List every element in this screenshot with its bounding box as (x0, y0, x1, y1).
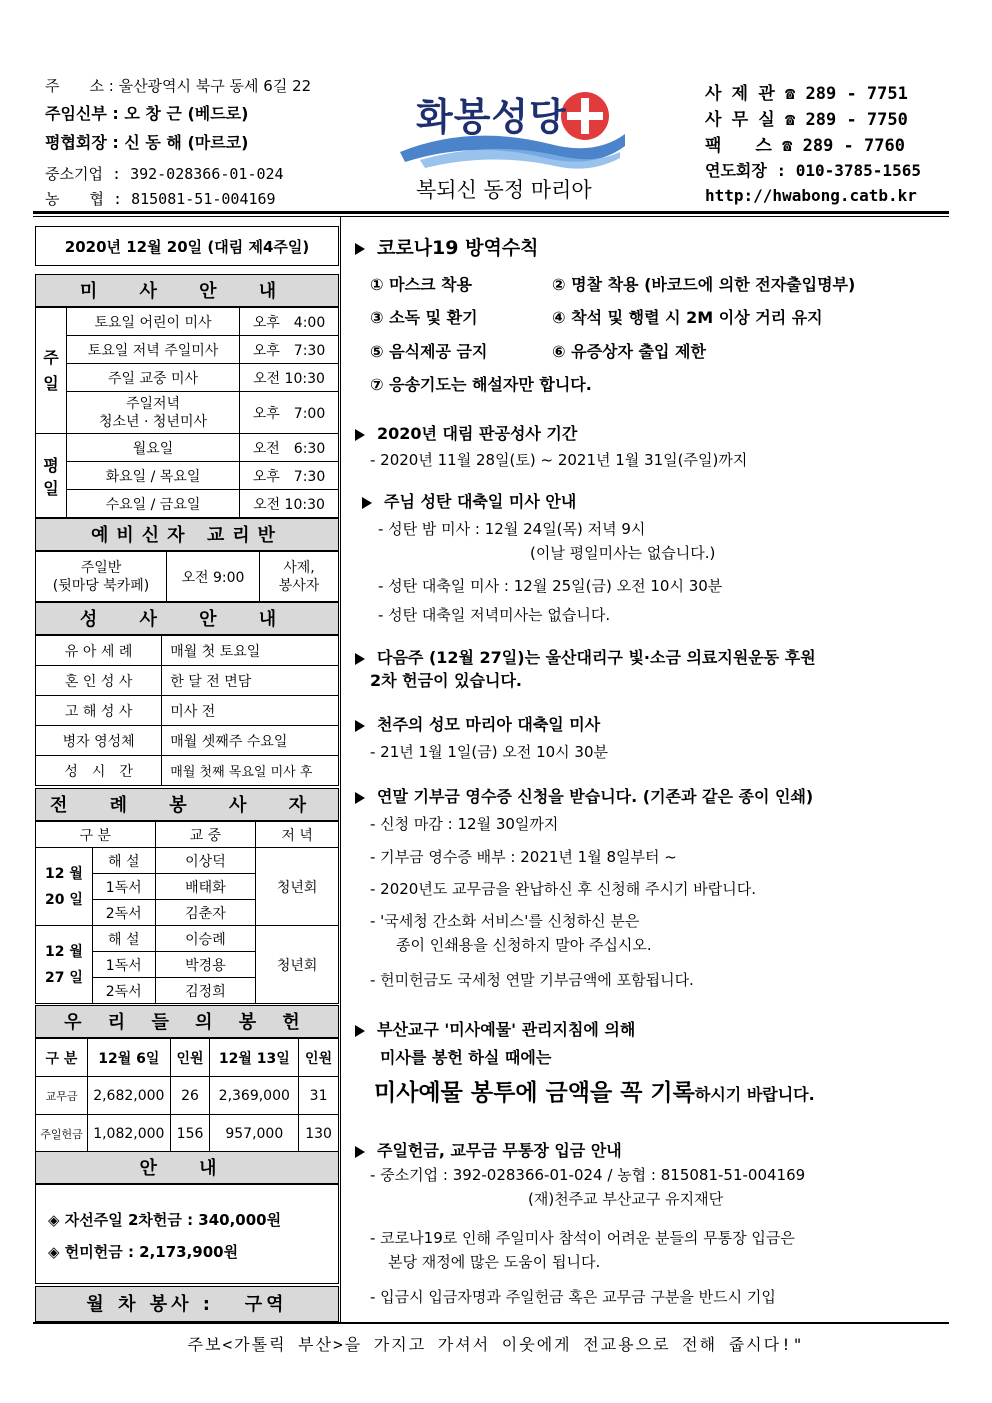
section-heading (355, 784, 813, 807)
triangle-bullet-icon (362, 497, 372, 509)
offering-amount: 2,682,000 (88, 1077, 171, 1115)
column-divider (340, 217, 341, 1322)
section-heading (362, 489, 576, 512)
section-heading (355, 1138, 622, 1161)
section-line: - 헌미헌금도 국세청 연말 기부금액에 포함됩니다. (370, 971, 694, 989)
notice-item: ◈ 자선주일 2차헌금 : 340,000원 (48, 1211, 282, 1229)
mass-time: 오후 7:00 (240, 392, 339, 434)
notice-title: 안 내 (35, 1151, 339, 1184)
monthly-value: 구역 (244, 1294, 288, 1315)
triangle-bullet-icon (355, 792, 365, 804)
section-line: - 기부금 영수증 배부 : 2021년 1월 8일부터 ~ (370, 848, 677, 866)
bank2-account: 815081-51-004169 (131, 190, 276, 208)
liturgy-evening: 청년회 (256, 848, 339, 926)
offering-header: 인원 (299, 1039, 339, 1077)
triangle-bullet-icon (355, 429, 365, 441)
section-title: 주님 성탄 대축일 미사 안내 (384, 492, 577, 511)
mass-name: 월요일 (67, 434, 240, 462)
section-line: - '국세청 간소화 서비스'를 신청하신 분은 (370, 912, 640, 930)
bulletin-date: 2020년 12월 20일 (대림 제4주일) (35, 226, 339, 266)
triangle-bullet-icon (355, 1146, 365, 1158)
liturgy-date: 12 월 27 일 (36, 926, 93, 1004)
weekday-label: 평일 (36, 434, 67, 518)
triangle-bullet-icon (355, 720, 365, 732)
pastor-row: 주임신부 : 오 창 근 (베드로) (45, 104, 249, 123)
catechumen-title: 예비신자 교리반 (35, 518, 339, 551)
section-title: 부산교구 '미사예물' 관리지침에 의해 (377, 1020, 636, 1039)
liturgy-table (35, 821, 339, 1004)
office-label: 사 무 실 (705, 110, 775, 130)
section-line: 본당 재정에 많은 도움이 됩니다. (388, 1253, 601, 1271)
sacrament-value: 매월 첫 토요일 (162, 636, 339, 666)
offering-header: 12월 13일 (210, 1039, 299, 1077)
liturgy-header: 교 중 (155, 822, 256, 848)
section-line: 종이 인쇄용을 신청하지 말아 주십시오. (396, 936, 652, 954)
section-line: - 성탄 대축일 미사 : 12월 25일(금) 오전 10시 30분 (378, 577, 723, 595)
website-link[interactable]: http://hwabong.catb.kr (705, 186, 917, 205)
section-line: - 성탄 대축일 저녁미사는 없습니다. (378, 606, 611, 624)
highlight-text: 미사예물 봉투에 금액을 꼭 기록 (374, 1079, 695, 1106)
section-line: - 신청 마감 : 12월 30일까지 (370, 815, 559, 833)
youth-phone: 010-3785-1565 (795, 161, 921, 180)
offering-count: 31 (299, 1077, 339, 1115)
liturgy-role: 2독서 (92, 978, 155, 1004)
rectory-label: 사 제 관 (705, 84, 775, 104)
triangle-bullet-icon (355, 1025, 365, 1037)
section-heading (355, 712, 600, 735)
sacrament-name: 유 아 세 례 (36, 636, 162, 666)
offering-title: 우 리 들 의 봉 헌 (35, 1005, 339, 1038)
section-title: 다음주 (12월 27일)는 울산대리구 빛·소금 의료지원운동 후원 (377, 648, 816, 667)
highlight-tail: 하시기 바랍니다. (694, 1085, 815, 1104)
offering-count: 130 (299, 1115, 339, 1153)
offering-amount: 1,082,000 (88, 1115, 171, 1153)
church-name: 화봉성당 (416, 95, 567, 139)
phone-icon: ☎ (785, 110, 796, 130)
covid-rule: ⑦ 응송기도는 해설자만 합니다. (370, 375, 592, 394)
youth-label: 연도회장 (705, 161, 767, 180)
offering-type: 주일헌금 (36, 1115, 88, 1153)
office-phone: 289 - 7750 (805, 110, 908, 130)
bank2-label: 농 협 (45, 190, 104, 208)
liturgy-person: 박경용 (155, 952, 256, 978)
phone-icon: ☎ (785, 84, 796, 104)
catechumen-time: 오전 9:00 (167, 552, 260, 602)
catechumen-class: 주일반 (뒷마당 북카페) (36, 552, 167, 602)
section-line: 미사를 봉헌 하실 때에는 (380, 1048, 552, 1067)
mass-time: 오전 10:30 (240, 490, 339, 518)
address: 울산광역시 북구 동세 6길 22 (118, 77, 312, 95)
youth-row: 연도회장 : 010-3785-1565 (705, 161, 921, 180)
sacrament-value: 매월 셋째주 수요일 (162, 726, 339, 756)
section-heading (355, 1017, 635, 1040)
council-row: 평협회장 : 신 동 해 (마르코) (45, 133, 249, 152)
sacrament-name: 병자 영성체 (36, 726, 162, 756)
phone-icon: ☎ (782, 136, 793, 156)
covid-rule: ② 명찰 착용 (바코드에 의한 전자출입명부) (552, 275, 856, 294)
covid-rule: ⑥ 유증상자 출입 제한 (552, 342, 706, 361)
mass-time: 오후 4:00 (240, 308, 339, 336)
mass-name: 주일저녁 청소년 · 청년미사 (67, 392, 240, 434)
mass-name: 토요일 저녁 주일미사 (67, 336, 240, 364)
section-line: (재)천주교 부산교구 유지재단 (528, 1190, 724, 1208)
sacrament-title: 성 사 안 내 (35, 602, 339, 635)
section-line: (이날 평일미사는 없습니다.) (530, 544, 716, 562)
fax-phone: 289 - 7760 (802, 136, 905, 156)
liturgy-header: 구 분 (36, 822, 156, 848)
section-title: 연말 기부금 영수증 신청을 받습니다. (기존과 같은 종이 인쇄) (377, 787, 814, 806)
mass-name: 수요일 / 금요일 (67, 490, 240, 518)
offering-type: 교무금 (36, 1077, 88, 1115)
rectory-phone: 289 - 7751 (805, 84, 908, 104)
liturgy-title: 전 례 봉 사 자 (35, 788, 339, 821)
monthly-service (35, 1286, 339, 1322)
section-line: - 성탄 밤 미사 : 12월 24일(목) 저녁 9시 (378, 520, 646, 538)
liturgy-role: 1독서 (92, 952, 155, 978)
fax-label: 팩 스 (705, 136, 772, 156)
monthly-label: 월 차 봉사 : (86, 1294, 214, 1315)
bank1-account: 392-028366-01-024 (130, 165, 284, 183)
offering-header: 12월 6일 (88, 1039, 171, 1077)
mass-table (35, 307, 339, 518)
liturgy-role: 해 설 (92, 926, 155, 952)
church-patron: 복되신 동정 마리아 (416, 178, 592, 202)
address-label: 주 소 (45, 77, 104, 95)
mass-title: 미 사 안 내 (35, 274, 339, 307)
covid-rule: ④ 착석 및 행렬 시 2M 이상 거리 유지 (552, 308, 823, 327)
covid-rule: ③ 소독 및 환기 (370, 308, 478, 327)
mass-time: 오전 10:30 (240, 364, 339, 392)
notice-item: ◈ 헌미헌금 : 2,173,900원 (48, 1243, 239, 1261)
address-row: 주 소 : 울산광역시 북구 동세 6길 22 (45, 77, 312, 95)
bank1-row: 중소기업 : 392-028366-01-024 (45, 165, 284, 183)
sunday-label: 주일 (36, 308, 67, 434)
sacrament-value: 매월 첫째 목요일 미사 후 (162, 756, 339, 786)
sacrament-name: 고 해 성 사 (36, 696, 162, 726)
catechumen-table (35, 551, 339, 602)
bank2-row: 농 협 : 815081-51-004169 (45, 190, 276, 208)
liturgy-person: 김춘자 (155, 900, 256, 926)
covid-heading (355, 233, 539, 260)
sacrament-table (35, 635, 339, 786)
sacrament-value: 한 달 전 면담 (162, 666, 339, 696)
bank1-label: 중소기업 (45, 165, 103, 183)
footer-divider (33, 1322, 949, 1324)
sacrament-name: 혼 인 성 사 (36, 666, 162, 696)
council-name: 신 동 해 (마르코) (124, 133, 249, 152)
liturgy-evening: 청년회 (256, 926, 339, 1004)
liturgy-role: 1독서 (92, 874, 155, 900)
mass-time: 오후 7:30 (240, 462, 339, 490)
pastor-name: 오 창 근 (베드로) (124, 104, 249, 123)
mass-name: 토요일 어린이 미사 (67, 308, 240, 336)
section-title-cont: 2차 헌금이 있습니다. (370, 671, 522, 690)
section-title: 주일헌금, 교무금 무통장 입금 안내 (377, 1141, 622, 1160)
offering-amount: 957,000 (210, 1115, 299, 1153)
triangle-bullet-icon (355, 243, 365, 255)
rectory-row (705, 83, 908, 105)
offering-header: 인원 (170, 1039, 210, 1077)
section-line: - 코로나19로 인해 주일미사 참석이 어려운 분들의 무통장 입금은 (370, 1229, 795, 1247)
council-label: 평협회장 (45, 133, 107, 152)
pastor-label: 주임신부 (45, 104, 107, 123)
section-title: 천주의 성모 마리아 대축일 미사 (377, 715, 601, 734)
section-heading (355, 421, 577, 444)
covid-title: 코로나19 방역수칙 (377, 237, 539, 259)
liturgy-person: 배태화 (155, 874, 256, 900)
liturgy-person: 이상덕 (155, 848, 256, 874)
offering-count: 26 (170, 1077, 210, 1115)
covid-rule: ① 마스크 착용 (370, 275, 472, 294)
liturgy-role: 2독서 (92, 900, 155, 926)
offering-count: 156 (170, 1115, 210, 1153)
mass-time: 오후 7:30 (240, 336, 339, 364)
liturgy-role: 해 설 (92, 848, 155, 874)
header-divider (33, 211, 949, 214)
fax-row (705, 135, 905, 157)
mass-name: 화요일 / 목요일 (67, 462, 240, 490)
header-divider-thin (33, 216, 949, 217)
mass-name: 주일 교중 미사 (67, 364, 240, 392)
section-title: 2020년 대림 판공성사 기간 (377, 424, 578, 443)
liturgy-person: 이승례 (155, 926, 256, 952)
covid-rule: ⑤ 음식제공 금지 (370, 342, 488, 361)
offering-header: 구 분 (36, 1039, 88, 1077)
liturgy-header: 저 녁 (256, 822, 339, 848)
section-line: - 21년 1월 1일(금) 오전 10시 30분 (370, 743, 608, 761)
sacrament-name: 성 시 간 (36, 756, 162, 786)
liturgy-date: 12 월 20 일 (36, 848, 93, 926)
catechumen-teacher: 사제, 봉사자 (260, 552, 339, 602)
liturgy-person: 김정희 (155, 978, 256, 1004)
section-heading (355, 645, 816, 668)
section-line: - 2020년 11월 28일(토) ~ 2021년 1월 31일(주일)까지 (370, 451, 748, 469)
mass-offering-notice (374, 1074, 815, 1107)
offering-amount: 2,369,000 (210, 1077, 299, 1115)
offering-table (35, 1038, 339, 1153)
section-line: - 2020년도 교무금을 완납하신 후 신청해 주시기 바랍니다. (370, 880, 757, 898)
mass-time: 오전 6:30 (240, 434, 339, 462)
section-line: - 입금시 입금자명과 주일헌금 혹은 교무금 구분을 반드시 기입 (370, 1288, 776, 1306)
section-line: - 중소기업 : 392-028366-01-024 / 농협 : 815081-51-004169 (370, 1166, 806, 1184)
sacrament-value: 미사 전 (162, 696, 339, 726)
footer-text: 주보<가톨릭 부산>을 가지고 가셔서 이웃에게 전교용으로 전해 줍시다!" (187, 1335, 805, 1354)
notice-box (35, 1184, 339, 1284)
triangle-bullet-icon (355, 653, 365, 665)
office-row (705, 109, 908, 131)
